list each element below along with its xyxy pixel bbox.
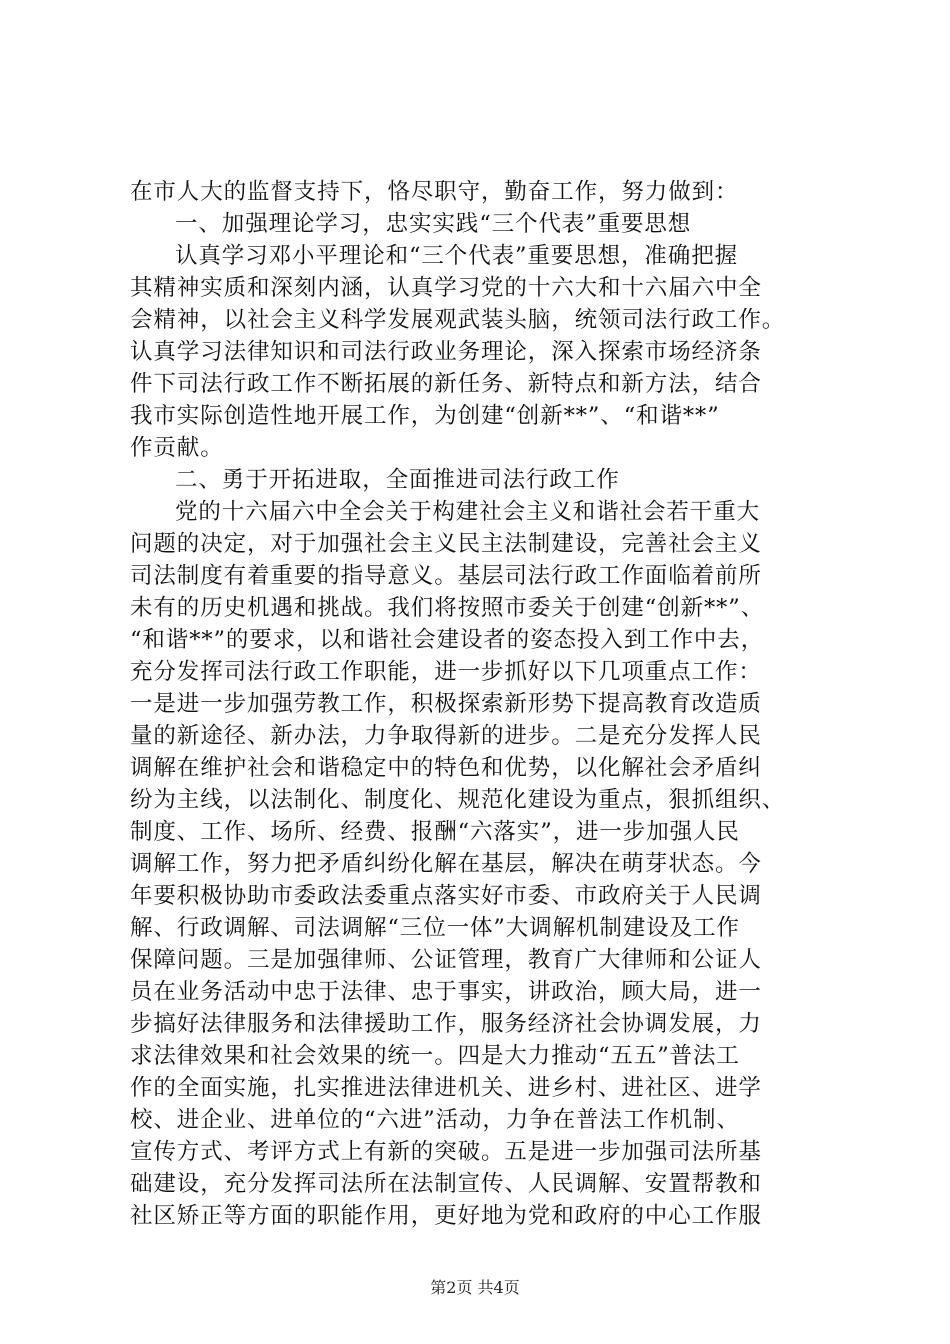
section-heading: 二、勇于开拓进取，全面推进司法行政工作 <box>175 467 620 493</box>
text-line: 调解工作，努力把矛盾纠纷化解在基层，解决在萌芽状态。今 <box>130 851 762 877</box>
text-line: “和谐**”的要求，以和谐社会建设者的姿态投入到工作中去， <box>130 627 765 653</box>
text-line: 认真学习法律知识和司法行政业务理论，深入探索市场经济条 <box>130 339 762 365</box>
text-line: 问题的决定，对于加强社会主义民主法制建设，完善社会主义 <box>130 531 762 557</box>
text-line: 其精神实质和深刻内涵，认真学习党的十六大和十六届六中全 <box>130 275 762 301</box>
page-footer: 第2页 共4页 <box>430 1278 520 1297</box>
document-body <box>130 176 835 1232</box>
text-line: 社区矫正等方面的职能作用，更好地为党和政府的中心工作服 <box>130 1203 762 1229</box>
text-line: 党的十六届六中全会关于构建社会主义和谐社会若干重大 <box>175 499 761 525</box>
text-line: 未有的历史机遇和挑战。我们将按照市委关于创建“创新**”、 <box>130 595 765 621</box>
text-line: 作的全面实施，扎实推进法律进机关、进乡村、进社区、进学 <box>130 1075 762 1101</box>
text-line: 步搞好法律服务和法律援助工作，服务经济社会协调发展，力 <box>130 1011 762 1037</box>
text-line: 解、行政调解、司法调解“三位一体”大调解机制建设及工作 <box>130 915 740 941</box>
text-line: 校、进企业、进单位的“六进”活动，力争在普法工作机制、 <box>130 1107 740 1133</box>
text-line: 础建设，充分发挥司法所在法制宣传、人民调解、安置帮教和 <box>130 1171 762 1197</box>
text-line: 充分发挥司法行政工作职能，进一步抓好以下几项重点工作： <box>130 659 762 685</box>
text-line: 求法律效果和社会效果的统一。四是大力推动“五五”普法工 <box>130 1043 740 1069</box>
text-line: 调解在维护社会和谐稳定中的特色和优势，以化解社会矛盾纠 <box>130 755 762 781</box>
text-line: 纷为主线，以法制化、制度化、规范化建设为重点，狠抓组织、 <box>130 787 786 813</box>
text-line: 量的新途径、新办法，力争取得新的进步。二是充分发挥人民 <box>130 723 762 749</box>
section-heading: 一、加强理论学习，忠实实践“三个代表”重要思想 <box>175 211 692 237</box>
text-line: 宣传方式、考评方式上有新的突破。五是进一步加强司法所基 <box>130 1139 762 1165</box>
text-line: 在市人大的监督支持下，恪尽职守，勤奋工作，努力做到： <box>130 179 739 205</box>
text-line: 员在业务活动中忠于法律、忠于事实，讲政治，顾大局，进一 <box>130 979 762 1005</box>
text-line: 司法制度有着重要的指导意义。基层司法行政工作面临着前所 <box>130 563 762 589</box>
text-line: 保障问题。三是加强律师、公证管理，教育广大律师和公证人 <box>130 947 762 973</box>
text-line: 认真学习邓小平理论和“三个代表”重要思想，准确把握 <box>175 243 739 269</box>
text-line: 制度、工作、场所、经费、报酬“六落实”，进一步加强人民 <box>130 819 740 845</box>
text-line: 会精神，以社会主义科学发展观武装头脑，统领司法行政工作。 <box>130 307 786 333</box>
text-line: 一是进一步加强劳教工作，积极探索新形势下提高教育改造质 <box>130 691 762 717</box>
text-line: 作贡献。 <box>130 435 224 461</box>
text-line: 件下司法行政工作不断拓展的新任务、新特点和新方法，结合 <box>130 371 762 397</box>
text-line: 我市实际创造性地开展工作，为创建“创新**”、“和谐**” <box>130 403 720 429</box>
text-line: 年要积极协助市委政法委重点落实好市委、市政府关于人民调 <box>130 883 762 909</box>
